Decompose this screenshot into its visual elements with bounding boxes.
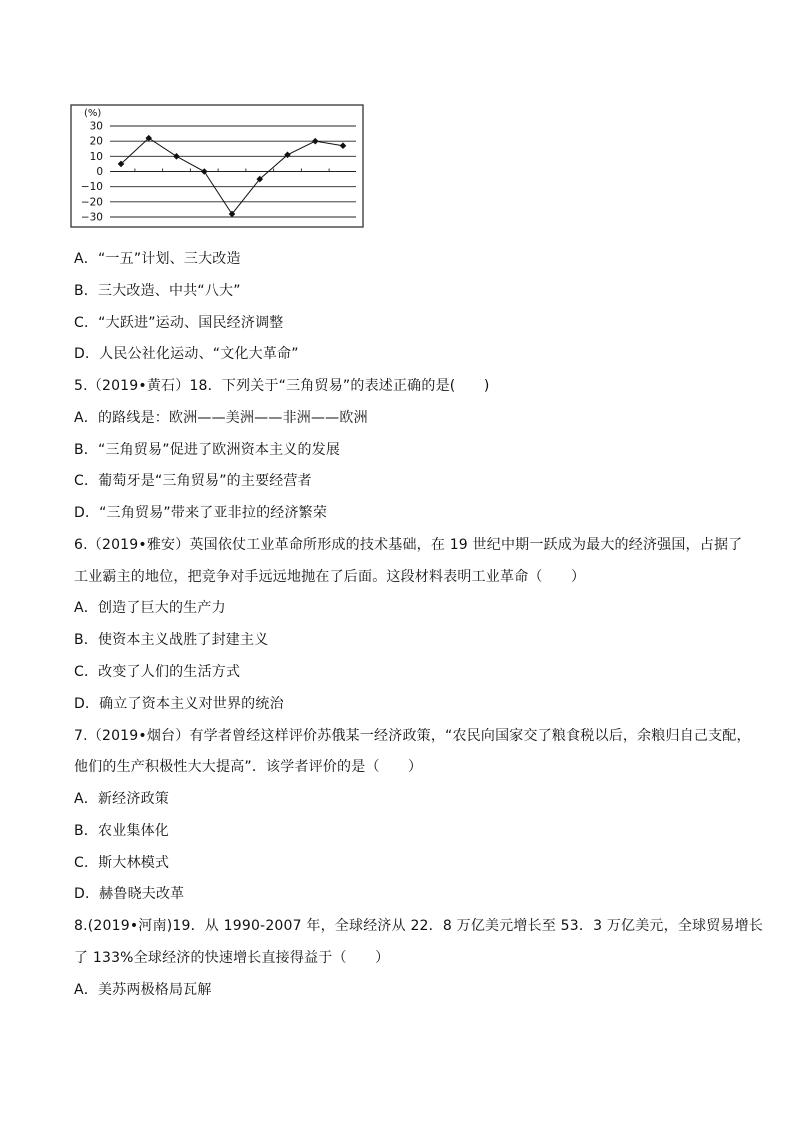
option-7c: C．斯大林模式 — [74, 855, 170, 871]
option-6b: B．使资本主义战胜了封建主义 — [74, 632, 269, 648]
question-7-stem-line2: 他们的生产积极性大大提高”．该学者评价的是（ ） — [74, 759, 423, 775]
option-6c: C．改变了人们的生活方式 — [74, 664, 241, 680]
option-5b: B．“三角贸易”促进了欧洲资本主义的发展 — [74, 442, 341, 458]
option-5a: A．的路线是：欧洲——美洲——非洲——欧洲 — [74, 410, 368, 426]
question-5-stem: 5.（2019•黄石）18．下列关于“三角贸易”的表述正确的是( ) — [74, 378, 490, 394]
option-4b: B．三大改造、中共“八大” — [74, 283, 241, 299]
question-8-stem-line1: 8.(2019•河南)19．从 1990-2007 年，全球经济从 22．8 万亿美元增长至 53．3 万亿美元，全球贸易增长 — [74, 918, 764, 934]
option-6a: A．创造了巨大的生产力 — [74, 600, 226, 616]
option-8a: A．美苏两极格局瓦解 — [74, 982, 212, 998]
chart-figure — [70, 104, 364, 228]
option-7d: D．赫鲁晓夫改革 — [74, 886, 185, 902]
y-tick-label: 10 — [89, 150, 103, 163]
option-5c: C．葡萄牙是“三角贸易”的主要经营者 — [74, 473, 312, 489]
option-4c: C．“大跃进”运动、国民经济调整 — [74, 315, 284, 331]
option-4a: A．“一五”计划、三大改造 — [74, 251, 241, 267]
question-6-stem-line1: 6.（2019•雅安）英国依仗工业革命所形成的技术基础，在 19 世纪中期一跃成为最大的经济强国，占据了 — [74, 537, 743, 553]
question-7-stem-line1: 7.（2019•烟台）有学者曾经这样评价苏俄某一经济政策，“农民向国家交了粮食税以后，余粮归自己支配， — [74, 728, 751, 744]
y-tick-label: −30 — [80, 211, 103, 224]
line-chart — [70, 104, 364, 228]
option-7a: A．新经济政策 — [74, 791, 169, 807]
option-5d: D．“三角贸易”带来了亚非拉的经济繁荣 — [74, 505, 328, 521]
option-6d: D．确立了资本主义对世界的统治 — [74, 696, 284, 712]
option-7b: B．农业集体化 — [74, 823, 170, 839]
chart-frame — [71, 105, 363, 227]
y-unit-label: (%) — [84, 108, 102, 119]
y-tick-label: 0 — [96, 166, 103, 178]
y-tick-label: −10 — [80, 181, 103, 194]
question-6-stem-line2: 工业霸主的地位，把竞争对手远远地抛在了后面。这段材料表明工业革命（ ） — [74, 569, 586, 585]
y-tick-label: −20 — [80, 196, 103, 209]
option-4d: D．人民公社化运动、“文化大革命” — [74, 346, 299, 362]
y-tick-label: 20 — [89, 135, 103, 148]
question-8-stem-line2: 了 133%全球经济的快速增长直接得益于（ ） — [74, 950, 390, 966]
y-tick-label: 30 — [89, 120, 103, 133]
